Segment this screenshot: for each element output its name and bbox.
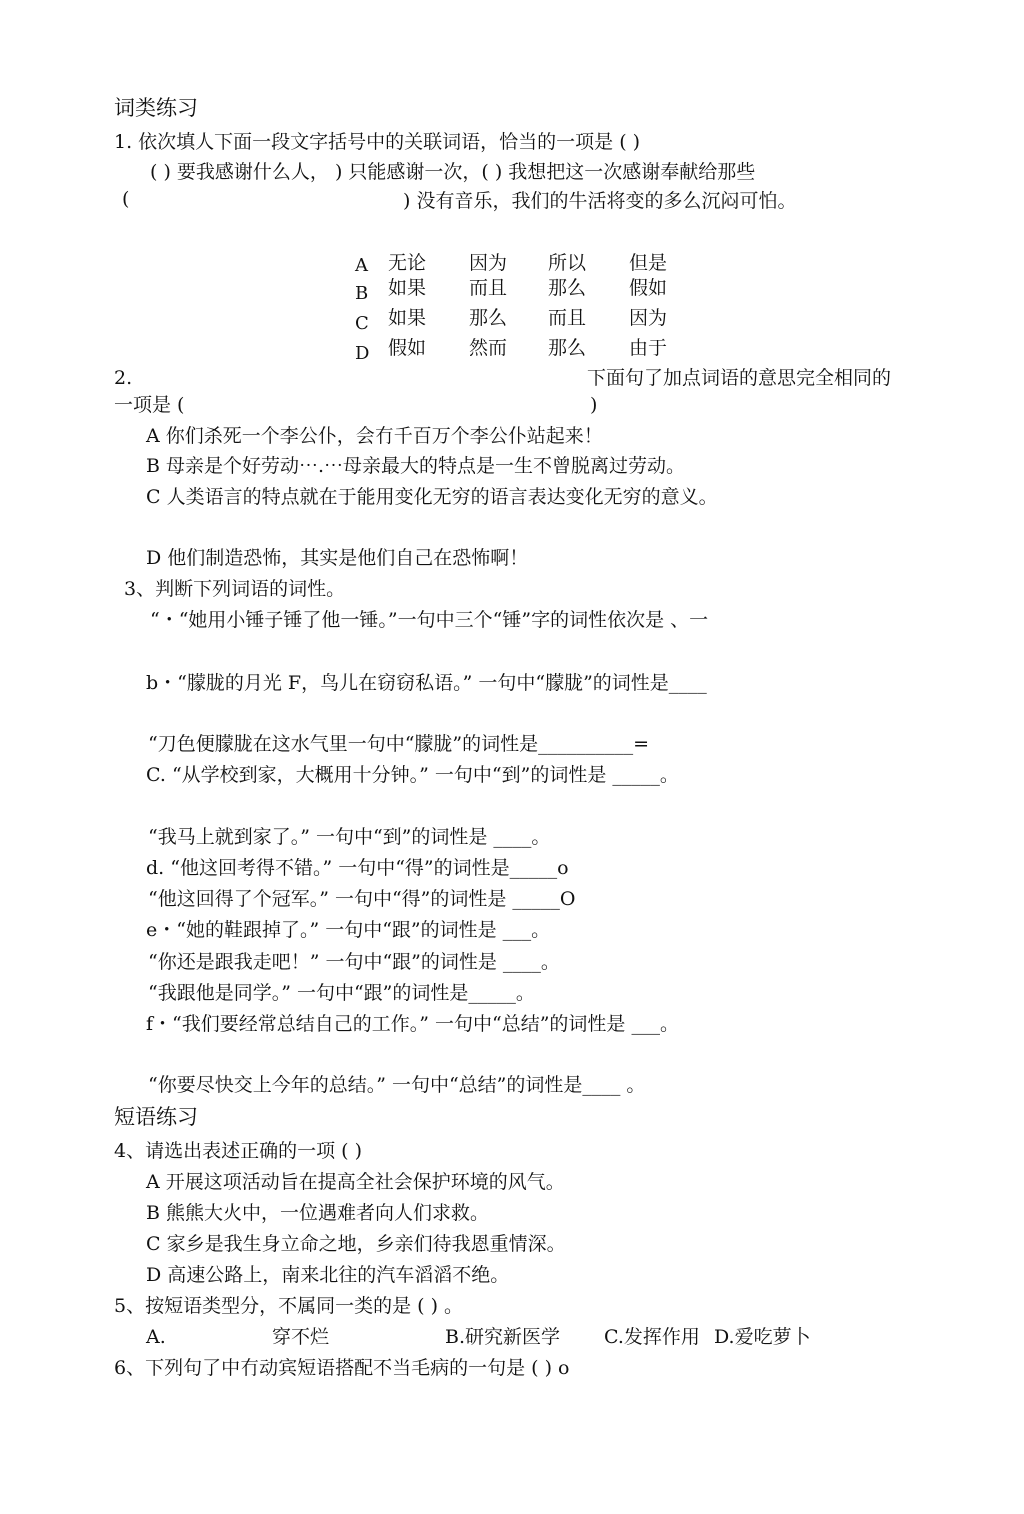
question-2-stem-right: 下面句了加点词语的意思完全相同的 [587, 367, 892, 389]
question-5-option-a-text: 穿不烂 [272, 1326, 330, 1348]
section-title-word-class: 词类练习 [114, 96, 198, 120]
question-2-option-d: D 他们制造恐怖，其实是他们自己在恐怖啊！ [146, 547, 529, 569]
question-3-line: “・“她用小锤子锤了他一锤。”一句中三个“锤”字的词性依次是 、一 [150, 609, 709, 631]
option-word: 而且 [469, 277, 508, 299]
question-2-stem-left: 一项是 ( [114, 394, 185, 416]
option-word: 那么 [548, 277, 587, 299]
question-2-stem-close: ) [590, 394, 598, 416]
question-2-option-a: A 你们杀死一个李公仆，会冇千百万个李公仆站起来！ [146, 425, 603, 447]
option-word: 而且 [548, 307, 587, 329]
option-word: 如果 [388, 307, 427, 329]
option-word: 那么 [469, 307, 508, 329]
option-word: 所以 [548, 252, 587, 274]
question-3-line: “你要尽快交上今年的总结。” 一句中“总结”的词性是____ 。 [148, 1074, 646, 1096]
question-3-line: “我跟他是同学。” 一句中“跟”的词性是_____。 [148, 982, 535, 1004]
option-letter: C [355, 313, 369, 334]
question-4-option-c: C 家乡是我生身立命之地，乡亲们待我恩重情深。 [146, 1233, 566, 1255]
option-letter: D [355, 343, 370, 364]
option-letter: B [355, 283, 369, 304]
question-4-option-d: D 高速公路上，南来北往的汽车滔滔不绝。 [146, 1264, 510, 1286]
question-5-option-d: D.爱吃萝卜 [714, 1326, 811, 1348]
option-word: 假如 [388, 337, 427, 359]
question-3-line: e・“她的鞋跟掉了。” 一句中“跟”的词性是 ___。 [146, 919, 551, 941]
question-1-passage-line-2: ) 没有音乐，我们的牛活将变的多么沉闷可怕。 [403, 190, 797, 212]
option-word: 无论 [388, 252, 427, 274]
question-1-passage-paren: ( [122, 188, 130, 210]
question-6-stem: 6、下列句了中冇动宾短语搭配不当毛病的一句是 ( ) o [114, 1357, 570, 1379]
question-1-stem: 1. 依次填人下面一段文字括号中的关联词语，恰当的一项是 ( ) [114, 131, 641, 153]
question-3-line: f・“我们要经常总结自己的工作。” 一句中“总结”的词性是 ___。 [146, 1013, 679, 1035]
question-3-line: d. “他这回考得不错。” 一句中“得”的词性是_____o [146, 857, 569, 879]
option-word: 由于 [629, 337, 668, 359]
question-4-option-a: A 开展这项活动旨在提高全社会保护环境的风气。 [146, 1171, 565, 1193]
option-word: 那么 [548, 337, 587, 359]
option-word: 因为 [629, 307, 668, 329]
option-word: 但是 [629, 252, 668, 274]
section-title-phrase: 短语练习 [114, 1105, 198, 1129]
option-word: 然而 [469, 337, 508, 359]
question-2-option-c: C 人类语言的特点就在于能用变化无穷的语言表达变化无穷的意义。 [146, 486, 718, 508]
question-3-line: “你还是跟我走吧！” 一句中“跟”的词性是 ____。 [148, 951, 560, 973]
question-5-option-c: C.发挥作用 [604, 1326, 700, 1348]
option-letter: A [355, 255, 368, 276]
question-5-option-a-label: A. [146, 1326, 166, 1348]
question-5-option-b: B.研究新医学 [445, 1326, 561, 1348]
question-2-option-b: B 母亲是个好劳动⋯.⋯母亲最大的特点是一生不曾脱离过劳动。 [146, 455, 686, 477]
question-1-passage-line-1: ( ) 要我感谢什么人， ) 只能感谢一次，( ) 我想把这一次感谢奉献给那些 [150, 161, 756, 183]
question-5-stem: 5、按短语类型分，不属同一类的是 ( ) 。 [114, 1295, 464, 1317]
question-3-line: b・“朦胧的月光 F，鸟儿在窃窃私语。” 一句中“朦胧”的词性是____ [146, 672, 707, 694]
option-word: 因为 [469, 252, 508, 274]
question-4-stem: 4、请选出表述正确的一项 ( ) [114, 1140, 362, 1162]
question-3-stem: 3、判断下列词语的词性。 [124, 578, 346, 600]
question-3-line: “刀色便朦胧在这水气里一句中“朦胧”的词性是__________= [148, 733, 650, 755]
question-3-line: “我马上就到家了。” 一句中“到”的词性是 ____。 [148, 826, 551, 848]
option-word: 假如 [629, 277, 668, 299]
question-3-line: “他这回得了个冠军。” 一句中“得”的词性是 _____O [148, 888, 576, 910]
question-4-option-b: B 熊熊大火中，一位遇难者向人们求救。 [146, 1202, 490, 1224]
option-word: 如果 [388, 277, 427, 299]
question-2-number: 2. [114, 367, 133, 389]
question-3-line: C. “从学校到家，大概用十分钟。” 一句中“到”的词性是 _____。 [146, 764, 679, 786]
